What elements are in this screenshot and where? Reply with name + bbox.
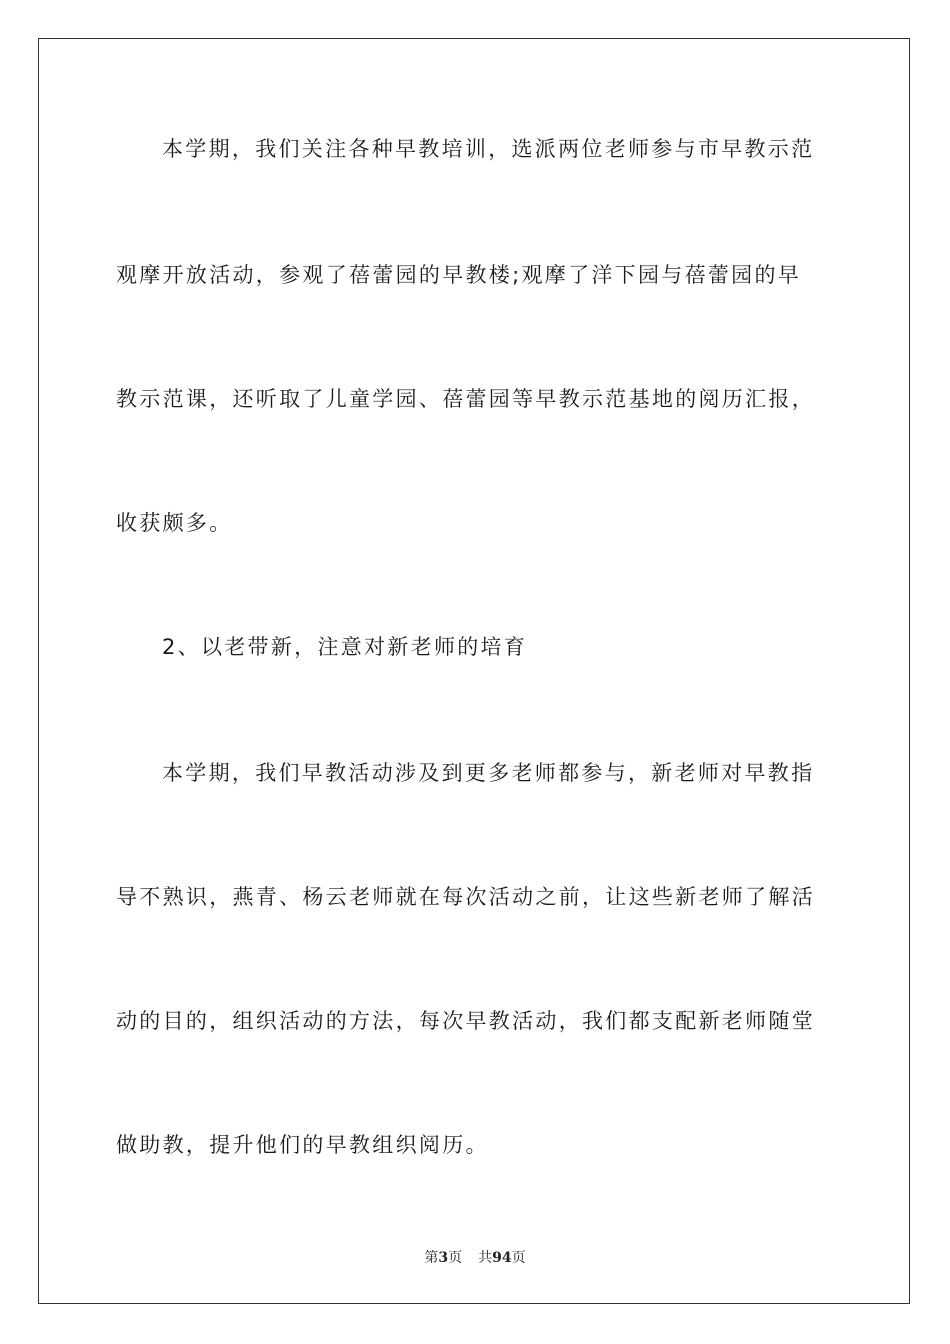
paragraph-2-line-4: 做助教，提升他们的早教组织阅历。 (116, 1133, 489, 1157)
footer-total-prefix: 共 (478, 1250, 493, 1266)
section-heading: 2、以老带新，注意对新老师的培育 (162, 635, 528, 659)
paragraph-1-line-3: 教示范课，还听取了儿童学园、蓓蕾园等早教示范基地的阅历汇报， (116, 387, 815, 411)
footer-page-suffix: 页 (448, 1250, 463, 1266)
paragraph-1-line-2: 观摩开放活动，参观了蓓蕾园的早教楼;观摩了洋下园与蓓蕾园的早 (116, 263, 802, 287)
footer-total-suffix: 页 (511, 1250, 526, 1266)
paragraph-2-line-1: 本学期，我们早教活动涉及到更多老师都参与，新老师对早教指 (162, 761, 815, 785)
footer-page-number: 3 (438, 1250, 449, 1266)
footer-total-pages: 94 (492, 1250, 512, 1266)
paragraph-2-line-3: 动的目的，组织活动的方法，每次早教活动，我们都支配新老师随堂 (116, 1009, 815, 1033)
paragraph-1-line-4: 收获颇多。 (116, 511, 233, 535)
paragraph-1-line-1: 本学期，我们关注各种早教培训，选派两位老师参与市早教示范 (162, 137, 815, 161)
page-border (38, 38, 910, 1304)
footer-page-prefix: 第 (424, 1250, 439, 1266)
page-footer (0, 1248, 950, 1268)
paragraph-2-line-2: 导不熟识，燕青、杨云老师就在每次活动之前，让这些新老师了解活 (116, 885, 815, 909)
